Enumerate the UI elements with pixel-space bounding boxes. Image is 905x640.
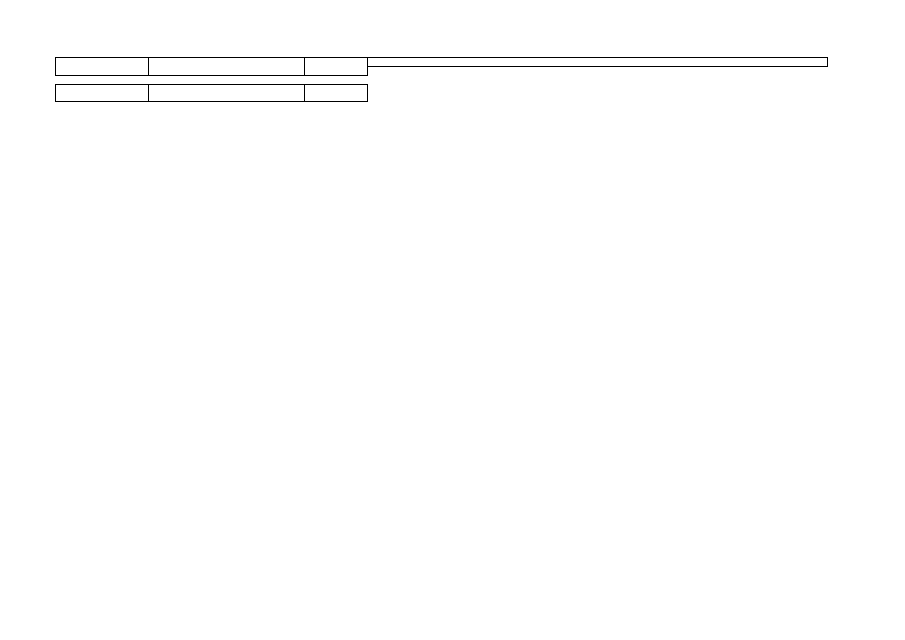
header-source — [304, 58, 367, 76]
program-cell — [148, 85, 304, 102]
table-row — [56, 85, 828, 102]
status-cell — [56, 85, 149, 102]
budget-table — [55, 57, 828, 102]
header-program — [148, 58, 304, 76]
header-estimate — [368, 58, 828, 67]
header-status — [56, 58, 149, 76]
source-cell — [304, 85, 367, 102]
